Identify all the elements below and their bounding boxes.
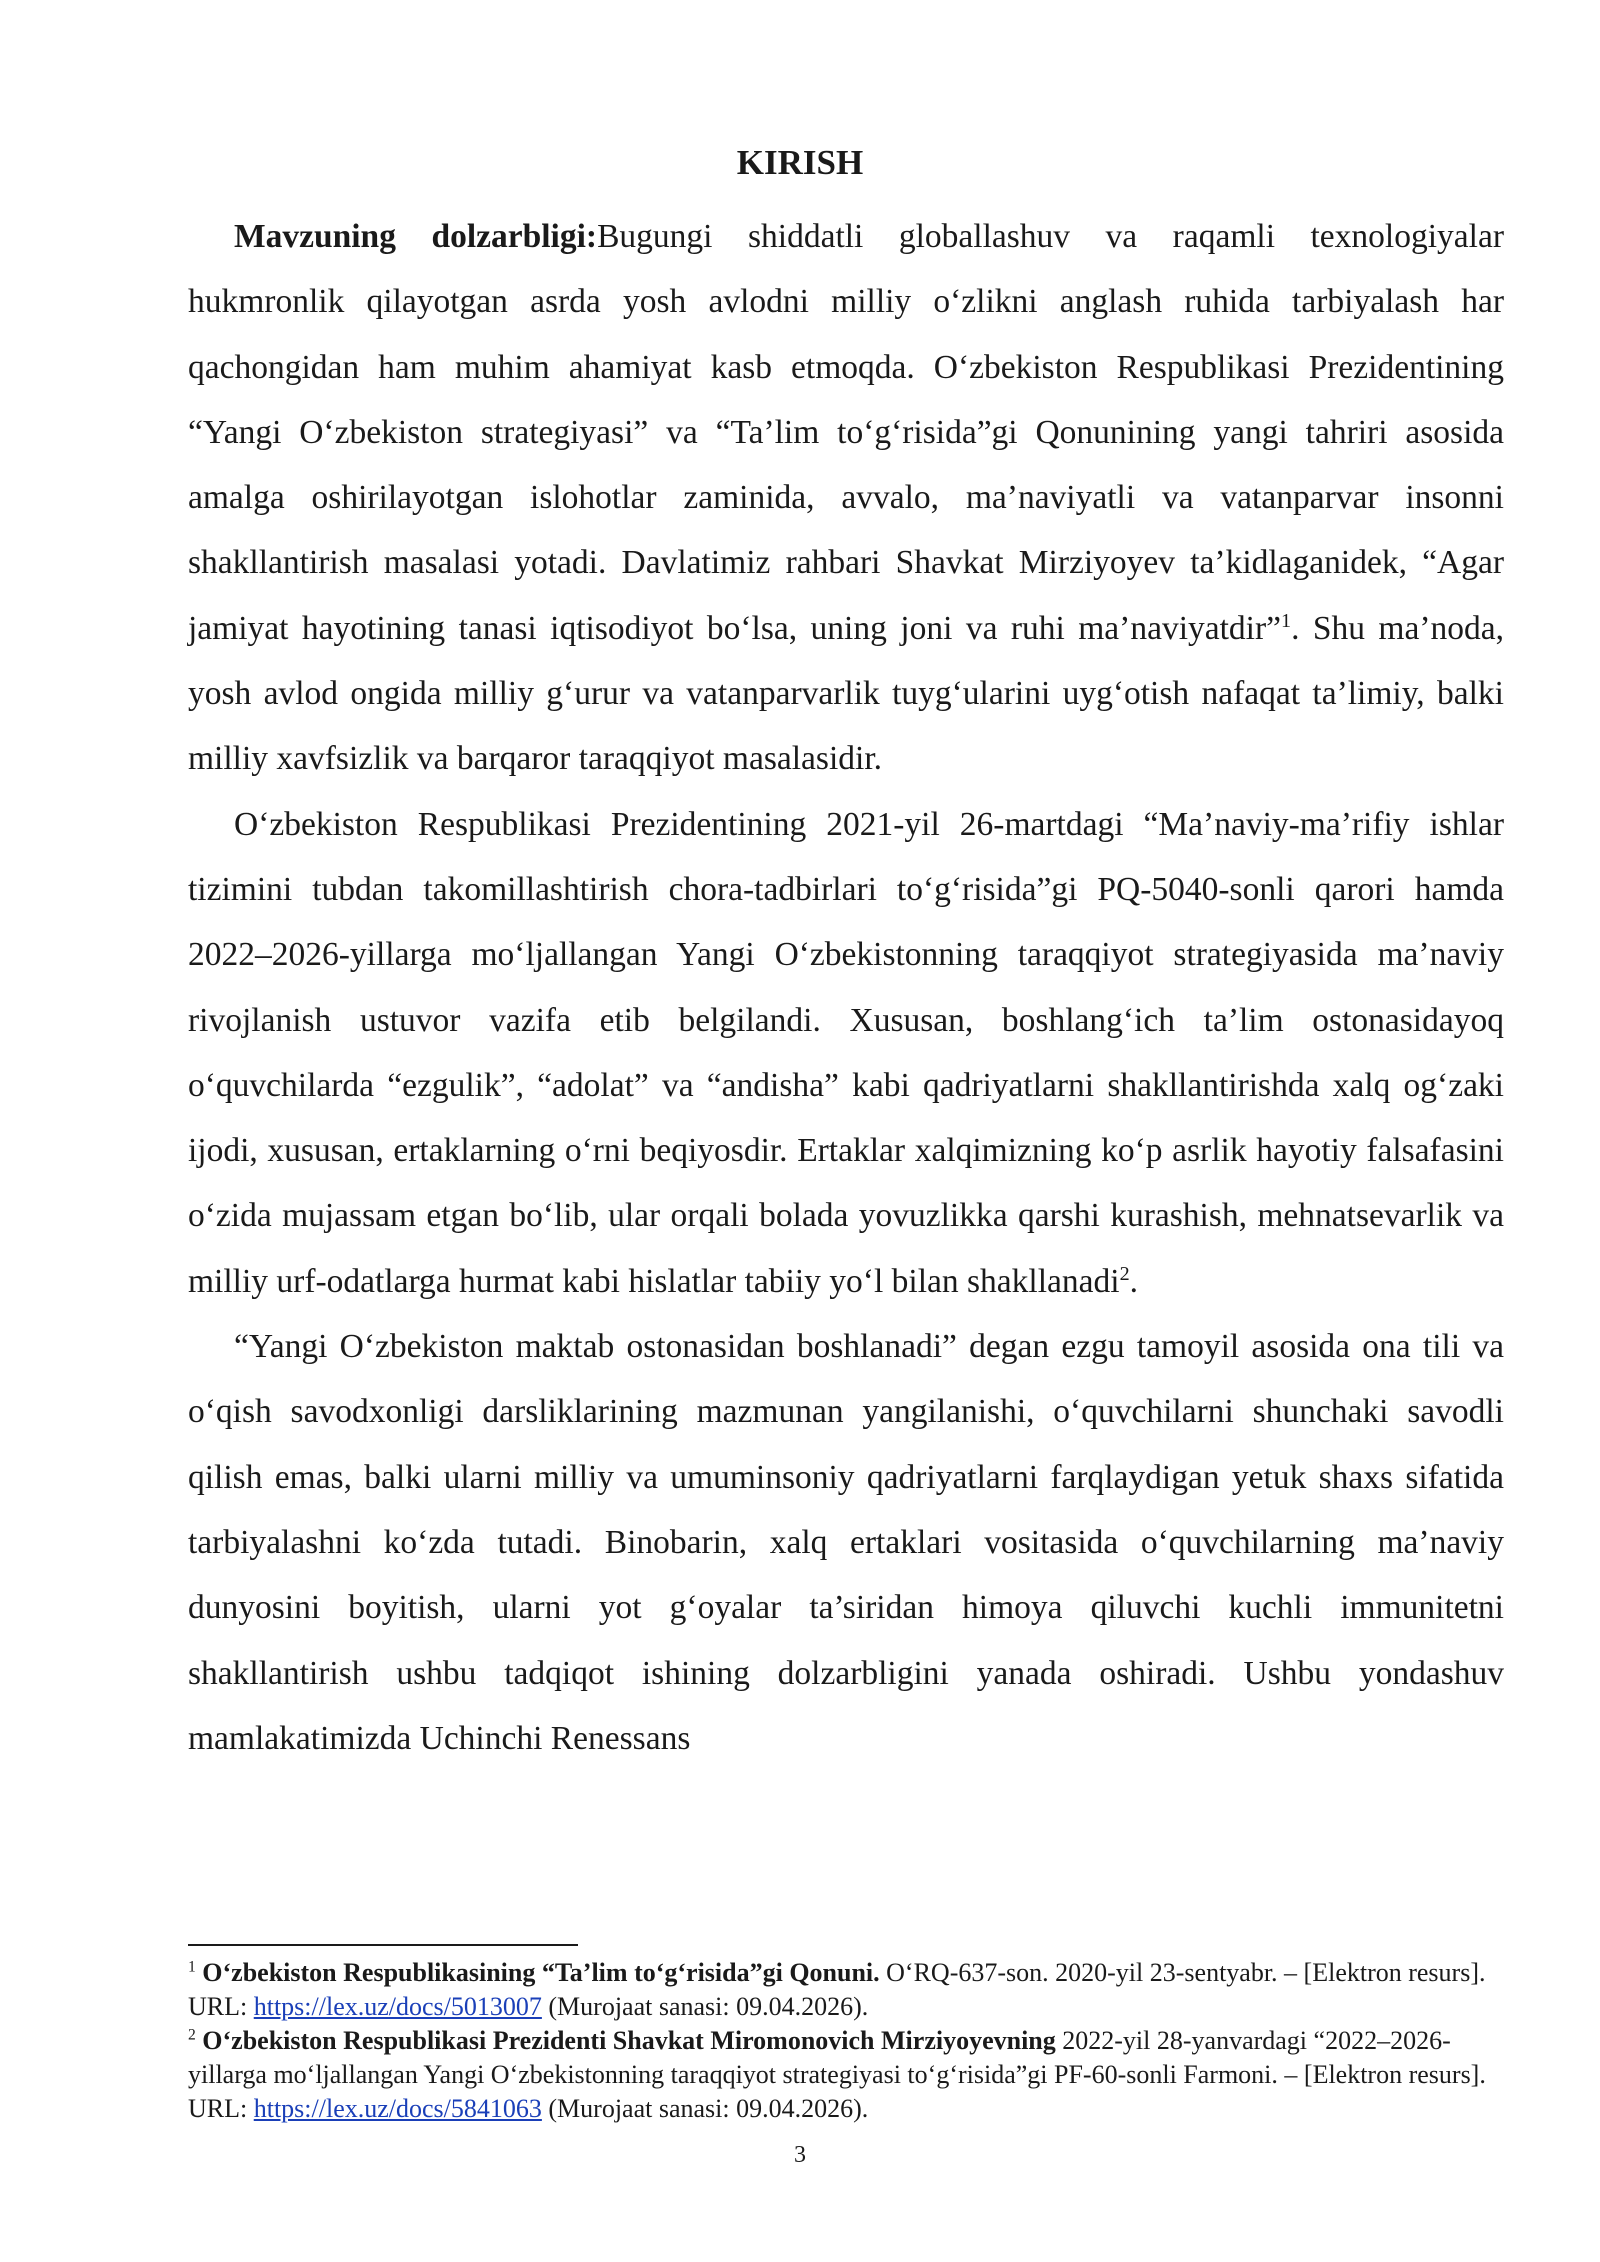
- footnote-link[interactable]: https://lex.uz/docs/5841063: [253, 2094, 542, 2123]
- footnote-text: (Murojaat sanasi: 09.04.2026).: [541, 2094, 869, 2123]
- paragraph-relevance: [188, 204, 1504, 792]
- footnote-link[interactable]: https://lex.uz/docs/5013007: [253, 1992, 542, 2021]
- footnote-bold-text: O‘zbekiston Respublikasi Prezidenti Shavkat Miromonovich Mirziyoyevning: [202, 2026, 1056, 2055]
- paragraph-text: Bugungi shiddatli globallashuv va raqamli texnologiyalar hukmronlik qilayotgan asrda yosh avlodni milliy o‘zlikni anglash ruhida tarbiyalash har qachongidan ham muhim ahamiyat kasb etmoqda. O‘zbekiston Respublikasi Prezidentining “Yangi O‘zbekiston strategiyasi” va “Ta’lim to‘g‘risida”gi Qonunining yangi tahriri asosida amalga oshirilayotgan islohotlar zaminida, avvalo, ma’naviyatli va vatanparvar insonni shakllantirish masalasi yotadi. Davlatimiz rahbari Shavkat Mirziyoyev ta’kidlaganidek, “Agar jamiyat hayotining tanasi iqtisodiyot bo‘lsa, uning joni va ruhi ma’naviyatdir”: [188, 218, 1504, 647]
- footnote-reference[interactable]: 2: [1119, 1262, 1130, 1285]
- body-text: [188, 204, 1504, 1771]
- footnote-text: O‘RQ-637-son. 2020-yil 23-sentyabr. – [Elektron resurs]. URL:: [188, 1958, 1486, 2021]
- paragraph-text: . Shu ma’noda, yosh avlod ongida milliy g‘urur va vatanparvarlik tuyg‘ularini uyg‘otish nafaqat ta’limiy, balki milliy xavfsizlik va barqaror taraqqiyot masalasidir.: [188, 609, 1504, 778]
- footnote-text: 2022-yil 28-yanvardagi “2022–2026-yillarga mo‘ljallangan Yangi O‘zbekistonning taraqqiyot strategiyasi to‘g‘risida”gi PF-60-sonli Farmoni. – [Elektron resurs]. URL:: [188, 2026, 1486, 2123]
- section-title: KIRISH: [736, 143, 864, 182]
- paragraph-lead: Mavzuning dolzarbligi:: [234, 218, 598, 255]
- paragraph-decree: [188, 792, 1504, 1314]
- paragraph-text: .: [1129, 1262, 1138, 1300]
- page-number: 3: [794, 2142, 806, 2168]
- paragraph-text: “Yangi O‘zbekiston maktab ostonasidan boshlanadi” degan ezgu tamoyil asosida ona tili va o‘qish savodxonligi darsliklarining mazmunan yangilanishi, o‘quvchilarni shunchaki savodli qilish emas, balki ularni milliy va umuminsoniy qadriyatlarni farqlaydigan yetuk shaxs sifatida tarbiyalashni ko‘zda tutadi. Binobarin, xalq ertaklari vositasida o‘quvchilarning ma’naviy dunyosini boyitish, ularni yot g‘oyalar ta’siridan himoya qiluvchi kuchli immunitetni shakllantirish ushbu tadqiqot ishining dolzarbligini yanada oshiradi. Ushbu yondashuv mamlakatimizda Uchinchi Renessans: [188, 1328, 1504, 1757]
- footnote-reference[interactable]: 1: [1281, 609, 1292, 632]
- paragraph-new-uzbekistan: [188, 1314, 1504, 1771]
- footnote-1: [188, 1956, 1504, 2024]
- footnotes: [188, 1956, 1504, 2126]
- footnote-text: (Murojaat sanasi: 09.04.2026).: [541, 1992, 869, 2021]
- footnote-number: 1: [188, 1958, 196, 1976]
- footnote-bold-text: O‘zbekiston Respublikasining “Ta’lim to‘g‘risida”gi Qonuni.: [202, 1958, 880, 1987]
- footnote-separator: [188, 1944, 578, 1946]
- footnote-number: 2: [188, 2026, 196, 2044]
- footnote-2: [188, 2024, 1504, 2126]
- paragraph-text: O‘zbekiston Respublikasi Prezidentining 2021-yil 26-martdagi “Ma’naviy-ma’rifiy ishlar tizimini tubdan takomillashtirish chora-tadbirlari to‘g‘risida”gi PQ-5040-sonli qarori hamda 2022–2026-yillarga mo‘ljallangan Yangi O‘zbekistonning taraqqiyot strategiyasida ma’naviy rivojlanish ustuvor vazifa etib belgilandi. Xususan, boshlang‘ich ta’lim ostonasidayoq o‘quvchilarda “ezgulik”, “adolat” va “andisha” kabi qadriyatlarni shakllantirishda xalq og‘zaki ijodi, xususan, ertaklarning o‘rni beqiyosdir. Ertaklar xalqimizning ko‘p asrlik hayotiy falsafasini o‘zida mujassam etgan bo‘lib, ular orqali bolada yovuzlikka qarshi kurashish, mehnatsevarlik va milliy urf-odatlarga hurmat kabi hislatlar tabiiy yo‘l bilan shakllanadi: [188, 805, 1504, 1300]
